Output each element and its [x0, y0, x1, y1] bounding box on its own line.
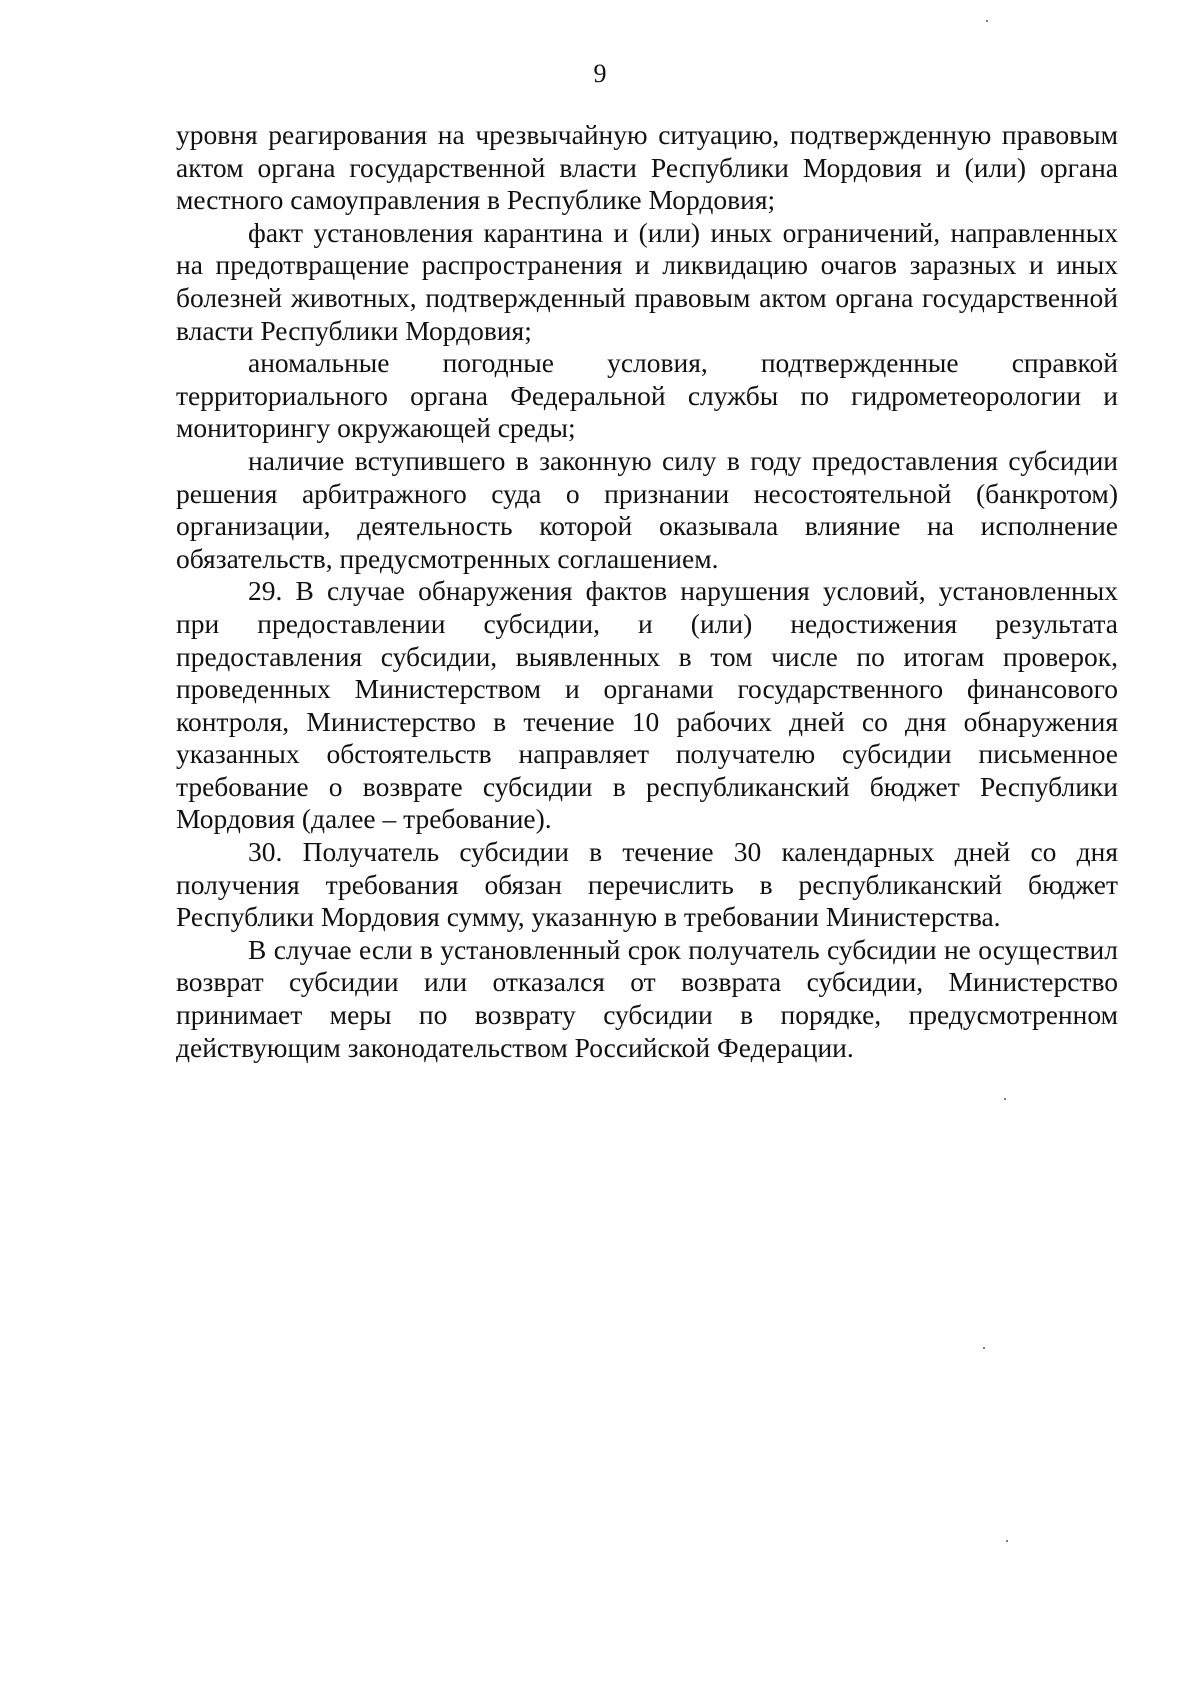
paragraph-weather: аномальные погодные условия, подтвержденные справкой территориального органа Федеральной службы по гидрометеорологии и мониторингу окружающей среды; — [176, 347, 1118, 444]
scan-speck — [986, 20, 988, 22]
scan-speck — [1004, 1098, 1006, 1100]
paragraph-continuation: уровня реагирования на чрезвычайную ситуацию, подтвержденную правовым актом органа государственной власти Республики Мордовия и (или) органа местного самоуправления в Республике Мордовия; — [176, 119, 1118, 216]
document-body — [176, 119, 1118, 1064]
paragraph-bankruptcy: наличие вступившего в законную силу в году предоставления субсидии решения арбитражного суда о признании несостоятельной (банкротом) организации, деятельность которой оказывала влияние на исполнение обязательств, предусмотренных соглашением. — [176, 444, 1118, 574]
scan-speck — [1006, 1540, 1008, 1542]
paragraph-refund-measures: В случае если в установленный срок получатель субсидии не осуществил возврат субсидии или отказался от возврата субсидии, Министерство принимает меры по возврату субсидии в порядке, предусмотренном действующим законодательством Российской Федерации. — [176, 933, 1118, 1063]
paragraph-clause-30: 30. Получатель субсидии в течение 30 календарных дней со дня получения требования обязан перечислить в республиканский бюджет Республики Мордовия сумму, указанную в требовании Министерства. — [176, 836, 1118, 933]
paragraph-clause-29: 29. В случае обнаружения фактов нарушения условий, установленных при предоставлении субсидии, и (или) недостижения результата предоставления субсидии, выявленных в том числе по итогам проверок, проведенных Министерством и органами государственного финансового контроля, Министерство в течение 10 рабочих дней со дня обнаружения указанных обстоятельств направляет получателю субсидии письменное требование о возврате субсидии в республиканский бюджет Республики Мордовия (далее – требование). — [176, 575, 1118, 835]
scan-speck — [983, 1347, 985, 1349]
page-number: 9 — [593, 59, 607, 88]
paragraph-quarantine: факт установления карантина и (или) иных ограничений, направленных на предотвращение распространения и ликвидацию очагов заразных и иных болезней животных, подтвержденный правовым актом органа государственной власти Республики Мордовия; — [176, 216, 1118, 346]
